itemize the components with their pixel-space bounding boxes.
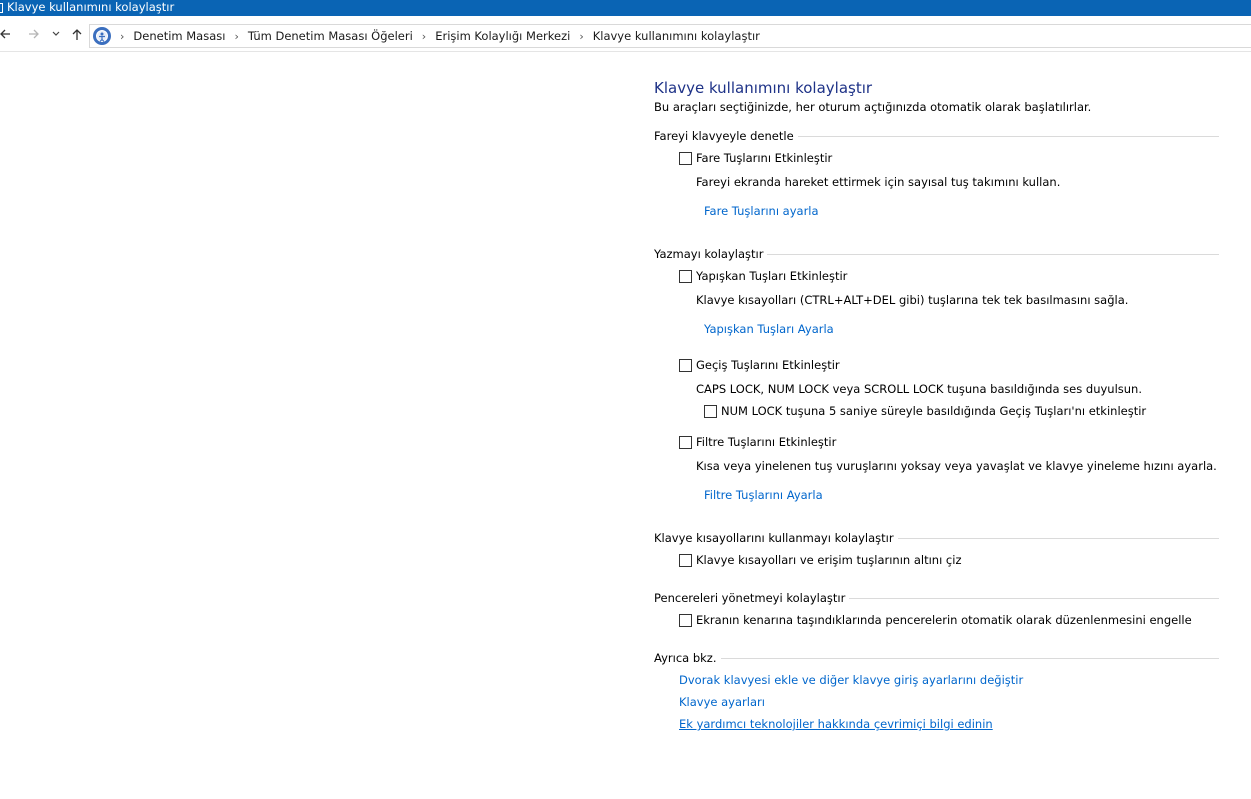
- prevent-snap-checkbox[interactable]: [679, 614, 692, 627]
- section-heading-windows: Pencereleri yönetmeyi kolaylaştır: [654, 591, 1219, 605]
- toggle-keys-numlock-checkbox-row[interactable]: NUM LOCK tuşuna 5 saniye süreyle basıldığında Geçiş Tuşları'nı etkinleştir: [704, 404, 1146, 418]
- toggle-keys-numlock-checkbox[interactable]: [704, 405, 717, 418]
- up-arrow-icon[interactable]: [68, 24, 86, 44]
- chevron-right-icon[interactable]: ›: [421, 29, 427, 43]
- section-heading-see-also: Ayrıca bkz.: [654, 651, 1219, 665]
- window-icon: [0, 3, 3, 13]
- sticky-keys-settings-link[interactable]: Yapışkan Tuşları Ayarla: [704, 322, 834, 336]
- see-also-link-assistive-tech[interactable]: Ek yardımcı teknolojiler hakkında çevrimiçi bilgi edinin: [679, 717, 993, 731]
- underline-shortcuts-checkbox[interactable]: [679, 554, 692, 567]
- section-heading-shortcuts: Klavye kısayollarını kullanmayı kolaylaştır: [654, 531, 1219, 545]
- sticky-keys-checkbox-row[interactable]: Yapışkan Tuşları Etkinleştir: [679, 269, 847, 283]
- breadcrumb-ease-of-access[interactable]: Erişim Kolaylığı Merkezi: [435, 29, 571, 43]
- filter-keys-checkbox[interactable]: [679, 436, 692, 449]
- forward-arrow-icon[interactable]: [25, 24, 43, 44]
- back-arrow-icon[interactable]: [0, 24, 14, 44]
- toggle-keys-checkbox[interactable]: [679, 359, 692, 372]
- chevron-down-icon[interactable]: [49, 24, 63, 44]
- see-also-link-keyboard-settings[interactable]: Klavye ayarları: [679, 695, 765, 709]
- filter-keys-description: Kısa veya yinelenen tuş vuruşlarını yoksay veya yavaşlat ve klavye yineleme hızını ayarla.: [696, 459, 1217, 473]
- breadcrumb-control-panel[interactable]: Denetim Masası: [133, 29, 226, 43]
- window-title: Klavye kullanımını kolaylaştır: [7, 0, 175, 14]
- sticky-keys-description: Klavye kısayolları (CTRL+ALT+DEL gibi) tuşlarına tek tek basılmasını sağla.: [696, 293, 1129, 307]
- mouse-keys-settings-link[interactable]: Fare Tuşlarını ayarla: [704, 204, 819, 218]
- breadcrumb-current-page[interactable]: Klavye kullanımını kolaylaştır: [592, 29, 760, 43]
- title-bar: [0, 0, 1251, 16]
- filter-keys-settings-link[interactable]: Filtre Tuşlarını Ayarla: [704, 488, 823, 502]
- mouse-keys-checkbox-row[interactable]: Fare Tuşlarını Etkinleştir: [679, 151, 832, 165]
- page-subtitle: Bu araçları seçtiğinizde, her oturum açtığınızda otomatik olarak başlatılırlar.: [654, 100, 1092, 114]
- prevent-snap-checkbox-row[interactable]: Ekranın kenarına taşındıklarında pencerelerin otomatik olarak düzenlenmesini engelle: [679, 613, 1192, 627]
- page-title: Klavye kullanımını kolaylaştır: [654, 79, 873, 97]
- toggle-keys-description: CAPS LOCK, NUM LOCK veya SCROLL LOCK tuşuna basıldığında ses duyulsun.: [696, 382, 1142, 396]
- section-heading-typing: Yazmayı kolaylaştır: [654, 247, 1219, 261]
- underline-shortcuts-checkbox-row[interactable]: Klavye kısayolları ve erişim tuşlarının altını çiz: [679, 553, 961, 567]
- filter-keys-checkbox-row[interactable]: Filtre Tuşlarını Etkinleştir: [679, 435, 836, 449]
- address-bar[interactable]: [89, 24, 1251, 48]
- breadcrumb-all-items[interactable]: Tüm Denetim Masası Öğeleri: [247, 29, 413, 43]
- mouse-keys-description: Fareyi ekranda hareket ettirmek için sayısal tuş takımını kullan.: [696, 175, 1061, 189]
- toggle-keys-checkbox-row[interactable]: Geçiş Tuşlarını Etkinleştir: [679, 358, 840, 372]
- sticky-keys-checkbox[interactable]: [679, 270, 692, 283]
- section-heading-mouse: Fareyi klavyeyle denetle: [654, 129, 1219, 143]
- chevron-right-icon[interactable]: ›: [120, 29, 125, 43]
- control-panel-icon: [93, 27, 111, 45]
- mouse-keys-checkbox[interactable]: [679, 152, 692, 165]
- navigation-bar: [0, 16, 1251, 52]
- chevron-right-icon[interactable]: ›: [234, 29, 239, 43]
- chevron-right-icon[interactable]: ›: [579, 29, 584, 43]
- see-also-link-dvorak[interactable]: Dvorak klavyesi ekle ve diğer klavye giriş ayarlarını değiştir: [679, 673, 1024, 687]
